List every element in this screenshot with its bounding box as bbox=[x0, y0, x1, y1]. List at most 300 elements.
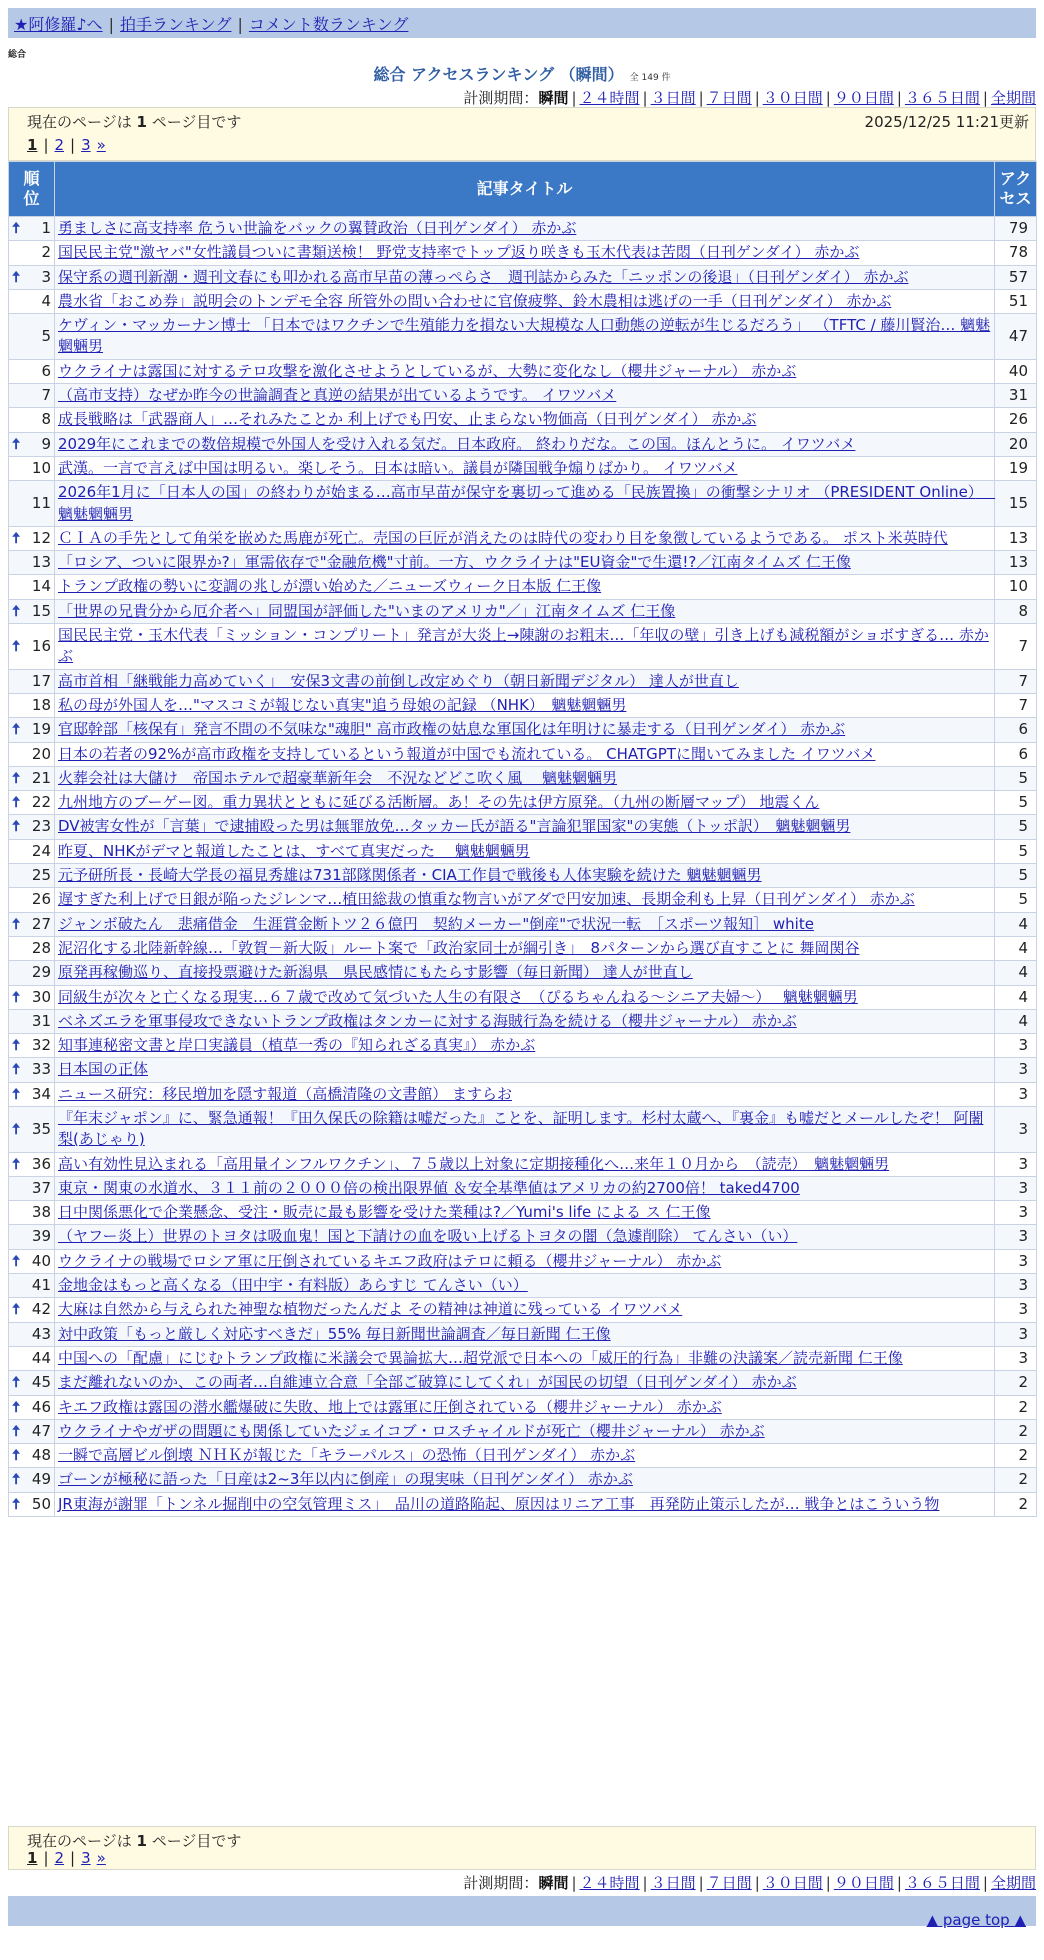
rank-number: 43 bbox=[31, 1324, 51, 1343]
title-cell bbox=[55, 1106, 995, 1152]
title-cell bbox=[55, 456, 995, 480]
up-arrow-icon: 🠅 bbox=[12, 1036, 21, 1055]
table-row bbox=[9, 1152, 1037, 1176]
rank-number: 49 bbox=[31, 1470, 51, 1489]
table-row bbox=[9, 888, 1037, 912]
table-row bbox=[9, 551, 1037, 575]
rank-number: 19 bbox=[31, 720, 51, 739]
article-title-link[interactable]: 「ロシア、ついに限界か?」軍需依存で"金融危機"寸前。一方、ウクライナは"EU資金"で生還!?／江南タイムズ 仁王像 bbox=[58, 553, 851, 572]
article-title-link[interactable]: ウクライナの戦場でロシア軍に圧倒されているキエフ政府はテロに頼る（櫻井ジャーナル） 赤かぶ bbox=[58, 1251, 722, 1270]
pager-page-link[interactable]: 2 bbox=[54, 1849, 65, 1867]
rank-number: 18 bbox=[31, 695, 51, 714]
access-count: 3 bbox=[995, 1034, 1037, 1058]
rank-cell bbox=[9, 815, 55, 839]
rank-cell bbox=[9, 693, 55, 717]
access-count: 57 bbox=[995, 265, 1037, 289]
article-title-link[interactable]: 高市首相「継戦能力高めていく」 安保3文書の前倒し改定めぐり（朝日新聞デジタル） 達人が世直し bbox=[58, 671, 739, 690]
rank-number: 27 bbox=[31, 914, 51, 933]
rank-number: 41 bbox=[31, 1276, 51, 1295]
rank-number: 50 bbox=[31, 1494, 51, 1513]
article-title-link[interactable]: 武漢。一言で言えば中国は明るい。楽しそう。日本は暗い。議員が隣国戦争煽りばかり。 イワツバメ bbox=[58, 458, 738, 477]
access-count: 3 bbox=[995, 1249, 1037, 1273]
rank-cell bbox=[9, 1058, 55, 1082]
rank-number: 2 bbox=[41, 243, 51, 262]
period-separator: | bbox=[754, 89, 760, 107]
title-cell bbox=[55, 575, 995, 599]
article-title-link[interactable]: DV被害女性が「言葉」で逮捕殴った男は無罪放免…タッカー氏が語る"言論犯罪国家"の実態（トッポ訳） 魑魅魍魎男 bbox=[58, 817, 851, 836]
rank-number: 48 bbox=[31, 1446, 51, 1465]
rank-number: 9 bbox=[41, 434, 51, 453]
rank-number: 26 bbox=[31, 890, 51, 909]
ranking-title: 総合 アクセスランキング （瞬間） bbox=[373, 65, 624, 84]
period-option-link[interactable]: ３０日間 bbox=[762, 1874, 823, 1892]
access-count: 3 bbox=[995, 1322, 1037, 1346]
title-cell bbox=[55, 985, 995, 1009]
rank-number: 13 bbox=[31, 553, 51, 572]
rank-cell bbox=[9, 575, 55, 599]
rank-number: 29 bbox=[31, 963, 51, 982]
title-cell bbox=[55, 912, 995, 936]
article-title-link[interactable]: 遅すぎた利上げで日銀が陥ったジレンマ…植田総裁の慎重な物言いがアダで円安加速、長期金利も上昇（日刊ゲンダイ） 赤かぶ bbox=[58, 890, 915, 909]
rank-number: 46 bbox=[31, 1397, 51, 1416]
article-title-link[interactable]: ゴーンが極秘に語った「日産は2~3年以内に倒産」の現実味（日刊ゲンダイ） 赤かぶ bbox=[58, 1470, 633, 1489]
article-title-link[interactable]: 日本国の正体 bbox=[58, 1060, 149, 1079]
access-count: 47 bbox=[995, 314, 1037, 360]
access-count: 2 bbox=[995, 1371, 1037, 1395]
table-row bbox=[9, 481, 1037, 527]
current-page-text: 現在のページは 1 ページ目です bbox=[27, 1832, 242, 1850]
rank-cell bbox=[9, 1322, 55, 1346]
table-row bbox=[9, 815, 1037, 839]
rank-cell bbox=[9, 1009, 55, 1033]
access-count: 79 bbox=[995, 217, 1037, 241]
title-cell bbox=[55, 1371, 995, 1395]
up-arrow-icon: 🠅 bbox=[12, 1251, 21, 1270]
up-arrow-icon: 🠅 bbox=[12, 601, 21, 620]
up-arrow-icon: 🠅 bbox=[12, 768, 21, 787]
rank-number: 21 bbox=[31, 768, 51, 787]
title-cell bbox=[55, 1492, 995, 1516]
article-title-link[interactable]: （ヤフー炎上）世界のトヨタは吸血鬼！国と下請けの血を吸い上げるトヨタの闇（急遽削除） てんさい（い） bbox=[58, 1227, 798, 1246]
rank-number: 35 bbox=[31, 1119, 51, 1138]
title-cell bbox=[55, 815, 995, 839]
table-row bbox=[9, 718, 1037, 742]
article-title-link[interactable]: （高市支持）なぜか昨今の世論調査と真逆の結果が出ているようです。 イワツバメ bbox=[58, 386, 617, 405]
period-separator: | bbox=[825, 1874, 831, 1892]
rank-number: 15 bbox=[31, 601, 51, 620]
access-count: 3 bbox=[995, 1058, 1037, 1082]
period-option-link[interactable]: ７日間 bbox=[706, 89, 752, 107]
access-count: 51 bbox=[995, 289, 1037, 313]
rank-cell bbox=[9, 766, 55, 790]
title-cell bbox=[55, 432, 995, 456]
article-title-link[interactable]: 中国への「配慮」にじむトランプ政権に米議会で異論拡大…超党派で日本への「威圧的行為」非難の決議案／読売新聞 仁王像 bbox=[58, 1348, 903, 1367]
access-count: 3 bbox=[995, 1201, 1037, 1225]
article-title-link[interactable]: 日中関係悪化で企業懸念、受注・販売に最も影響を受けた業種は?／Yumi's life による ス 仁王像 bbox=[58, 1203, 711, 1222]
up-arrow-icon: 🠅 bbox=[12, 914, 21, 933]
title-cell bbox=[55, 961, 995, 985]
rank-cell bbox=[9, 624, 55, 670]
period-option-link[interactable]: ７日間 bbox=[706, 1874, 752, 1892]
access-count: 13 bbox=[995, 526, 1037, 550]
rank-number: 24 bbox=[31, 841, 51, 860]
access-count: 26 bbox=[995, 408, 1037, 432]
current-page-text: 現在のページは 1 ページ目です bbox=[27, 113, 242, 131]
rank-cell bbox=[9, 791, 55, 815]
period-option-link[interactable]: ３６５日間 bbox=[904, 1874, 980, 1892]
rank-number: 10 bbox=[31, 458, 51, 477]
article-title-link[interactable]: 東京・関東の水道水、３１１前の２０００倍の検出限界値 ＆安全基準値はアメリカの約2700倍！ taked4700 bbox=[58, 1178, 800, 1197]
article-title-link[interactable]: 2029年にこれまでの数倍規模で外国人を受け入れる気だ。日本政府。 終わりだな。この国。ほんとうに。 イワツバメ bbox=[58, 434, 856, 453]
access-count: 3 bbox=[995, 1274, 1037, 1298]
comment-ranking-link[interactable]: コメント数ランキング bbox=[248, 15, 409, 34]
access-count: 6 bbox=[995, 742, 1037, 766]
rank-number: 47 bbox=[31, 1421, 51, 1440]
home-link[interactable]: ★阿修羅♪へ bbox=[14, 15, 103, 34]
article-title-link[interactable]: 2026年1月に「日本人の国」の終わりが始まる…高市早苗が保守を裏切って進める「民族置換」の衝撃シナリオ （PRESIDENT Online） 魑魅魍魎男 bbox=[58, 483, 996, 523]
article-title-link[interactable]: 火葬会社は大儲け 帝国ホテルで超豪華新年会 不況などどこ吹く風 魑魅魍魎男 bbox=[58, 768, 618, 787]
table-row bbox=[9, 217, 1037, 241]
pager-next-link[interactable]: » bbox=[96, 136, 106, 154]
title-cell bbox=[55, 481, 995, 527]
table-row bbox=[9, 912, 1037, 936]
title-cell bbox=[55, 408, 995, 432]
title-cell bbox=[55, 1298, 995, 1322]
table-row bbox=[9, 791, 1037, 815]
rank-number: 30 bbox=[31, 987, 51, 1006]
table-row bbox=[9, 1225, 1037, 1249]
title-cell bbox=[55, 1274, 995, 1298]
access-count: 7 bbox=[995, 669, 1037, 693]
period-selector-top bbox=[463, 87, 1036, 108]
period-label: 計測期間： bbox=[463, 1874, 539, 1892]
period-option-link[interactable]: ３日間 bbox=[650, 89, 696, 107]
rank-number: 33 bbox=[31, 1060, 51, 1079]
article-title-link[interactable]: 九州地方のブーゲー図。重力異状とともに延びる活断層。あ！その先は伊方原発。（九州の断層マップ） 地震くん bbox=[58, 793, 820, 812]
article-title-link[interactable]: 大麻は自然から与えられた神聖な植物だったんだよ その精神は神道に残っている イワツバメ bbox=[58, 1300, 683, 1319]
rank-cell bbox=[9, 718, 55, 742]
table-row bbox=[9, 1201, 1037, 1225]
article-title-link[interactable]: 「世界の兄貴分から厄介者へ」同盟国が評価した"いまのアメリカ"／」江南タイムズ 仁王像 bbox=[58, 601, 676, 620]
title-cell bbox=[55, 888, 995, 912]
title-cell bbox=[55, 289, 995, 313]
period-option-link[interactable]: 全期間 bbox=[990, 1874, 1036, 1892]
table-row bbox=[9, 766, 1037, 790]
pager-page-link[interactable]: 3 bbox=[81, 136, 91, 154]
period-option-link[interactable]: ２４時間 bbox=[579, 1874, 640, 1892]
rank-number: 1 bbox=[41, 219, 51, 237]
table-row bbox=[9, 526, 1037, 550]
rank-cell bbox=[9, 742, 55, 766]
rank-number: 5 bbox=[41, 326, 51, 345]
title-cell bbox=[55, 1082, 995, 1106]
rank-cell bbox=[9, 289, 55, 313]
rank-cell bbox=[9, 669, 55, 693]
title-cell bbox=[55, 241, 995, 265]
title-cell bbox=[55, 384, 995, 408]
up-arrow-icon: 🠅 bbox=[12, 793, 21, 812]
rank-cell bbox=[9, 384, 55, 408]
title-cell bbox=[55, 693, 995, 717]
table-row bbox=[9, 1322, 1037, 1346]
up-arrow-icon: 🠅 bbox=[12, 1494, 21, 1513]
article-title-link[interactable]: 泥沼化する北陸新幹線…「敦賀－新大阪」ルート案で「政治家同士が綱引き」 8パターンから選び直すことに 舞岡関谷 bbox=[58, 938, 860, 957]
up-arrow-icon: 🠅 bbox=[12, 987, 21, 1006]
table-row bbox=[9, 289, 1037, 313]
rank-cell bbox=[9, 936, 55, 960]
pager-next-link[interactable]: » bbox=[96, 1849, 106, 1867]
period-label: 計測期間： bbox=[463, 89, 539, 107]
table-row bbox=[9, 1274, 1037, 1298]
pager-top bbox=[27, 136, 106, 154]
period-option-link[interactable]: ２４時間 bbox=[579, 89, 640, 107]
article-title-link[interactable]: 保守系の週刊新潮・週刊文春にも叩かれる高市早苗の薄っぺらさ 週刊誌からみた「ニッポンの後退」（日刊ゲンダイ） 赤かぶ bbox=[58, 267, 909, 286]
table-row bbox=[9, 1298, 1037, 1322]
table-row bbox=[9, 359, 1037, 383]
access-header: アクセス bbox=[995, 162, 1037, 217]
access-count: 20 bbox=[995, 432, 1037, 456]
title-cell bbox=[55, 742, 995, 766]
table-row bbox=[9, 839, 1037, 863]
page-info-bottom bbox=[8, 1826, 1036, 1870]
access-count: 3 bbox=[995, 1176, 1037, 1200]
period-option-link[interactable]: 全期間 bbox=[990, 89, 1036, 107]
rank-number: 7 bbox=[41, 386, 51, 405]
pager-current: 1 bbox=[27, 1849, 38, 1867]
table-row bbox=[9, 265, 1037, 289]
title-cell bbox=[55, 1201, 995, 1225]
period-selector-bottom bbox=[463, 1872, 1036, 1893]
period-option-link[interactable]: ３６５日間 bbox=[904, 89, 980, 107]
period-separator: | bbox=[754, 1874, 760, 1892]
article-title-link[interactable]: 官邸幹部「核保有」発言不問の不気味な"魂胆" 高市政権の姑息な軍国化は年明けに暴走する（日刊ゲンダイ） 赤かぶ bbox=[58, 720, 846, 739]
pager-current: 1 bbox=[27, 136, 38, 154]
up-arrow-icon: 🠅 bbox=[12, 1397, 21, 1416]
table-row bbox=[9, 432, 1037, 456]
article-title-link[interactable]: 日本の若者の92%が高市政権を支持しているという報道が中国でも流れている。 CHATGPTに聞いてみました イワツバメ bbox=[58, 744, 876, 763]
access-count: 5 bbox=[995, 888, 1037, 912]
table-row bbox=[9, 1176, 1037, 1200]
title-cell bbox=[55, 1419, 995, 1443]
access-count: 5 bbox=[995, 839, 1037, 863]
table-row bbox=[9, 241, 1037, 265]
rank-number: 22 bbox=[31, 793, 51, 812]
access-count: 7 bbox=[995, 693, 1037, 717]
rank-cell bbox=[9, 1274, 55, 1298]
table-row bbox=[9, 1395, 1037, 1419]
period-option-link[interactable]: ９０日間 bbox=[833, 1874, 894, 1892]
rank-number: 28 bbox=[31, 938, 51, 957]
period-separator: | bbox=[896, 1874, 902, 1892]
table-row bbox=[9, 1058, 1037, 1082]
access-count: 3 bbox=[995, 1225, 1037, 1249]
page-top-link[interactable]: ▲ page top ▲ bbox=[926, 1911, 1026, 1929]
access-count: 5 bbox=[995, 815, 1037, 839]
title-cell bbox=[55, 551, 995, 575]
pager-separator: | bbox=[43, 1849, 49, 1867]
rank-cell bbox=[9, 481, 55, 527]
title-cell bbox=[55, 791, 995, 815]
title-cell bbox=[55, 1034, 995, 1058]
access-count: 5 bbox=[995, 864, 1037, 888]
article-title-link[interactable]: 『年末ジャポン』に、緊急通報！『田久保氏の除籍は嘘だった』ことを、証明します。杉村太蔵へ、『裏金』も嘘だとメールしたぞ！ 阿闍梨(あじゃり) bbox=[58, 1108, 984, 1149]
article-title-link[interactable]: まだ離れないのか、この両者…自維連立合意「全部ご破算にしてくれ」が国民の切望（日刊ゲンダイ） 赤かぶ bbox=[58, 1373, 797, 1392]
top-nav-bar bbox=[8, 8, 1036, 38]
rank-number: 11 bbox=[31, 493, 51, 512]
access-count: 3 bbox=[995, 1152, 1037, 1176]
up-arrow-icon: 🠅 bbox=[12, 1470, 21, 1489]
rank-number: 8 bbox=[41, 410, 51, 429]
rank-cell bbox=[9, 217, 55, 241]
article-title-link[interactable]: ジャンボ破たん 悲痛借金 生涯賞金断トツ２６億円 契約メーカー"倒産"で状況一転 ［スポーツ報知］ white bbox=[58, 914, 814, 933]
access-count: 8 bbox=[995, 599, 1037, 623]
ranking-table bbox=[8, 161, 1037, 1517]
article-title-link[interactable]: 知事連秘密文書と岸口実議員（植草一秀の『知られざる真実』） 赤かぶ bbox=[58, 1036, 536, 1055]
article-title-link[interactable]: JR東海が謝罪「トンネル掘削中の空気管理ミス」 品川の道路陥起、原因はリニア工事 再発防止策示したが… 戦争とはこういう物 bbox=[58, 1494, 940, 1513]
period-separator: | bbox=[698, 89, 704, 107]
rank-cell bbox=[9, 526, 55, 550]
title-cell bbox=[55, 936, 995, 960]
article-title-link[interactable]: 金地金はもっと高くなる（田中宇・有料版）あらすじ てんさい（い） bbox=[58, 1276, 528, 1295]
access-count: 6 bbox=[995, 718, 1037, 742]
rank-number: 6 bbox=[41, 361, 51, 380]
article-title-link[interactable]: 同級生が次々と亡くなる現実…６７歳で改めて気づいた人生の有限さ （ぴるちゃんねる～シニア夫婦～） 魑魅魍魎男 bbox=[58, 987, 858, 1006]
article-title-link[interactable]: 原発再稼働巡り、直接投票避けた新潟県 県民感情にもたらす影響（毎日新聞） 達人が世直し bbox=[58, 963, 693, 982]
article-title-link[interactable]: トランプ政権の勢いに変調の兆しが漂い始めた／ニューズウィーク日本版 仁王像 bbox=[58, 577, 602, 596]
access-count: 5 bbox=[995, 766, 1037, 790]
updated-timestamp: 2025/12/25 11:21更新 bbox=[864, 113, 1029, 131]
access-count: 3 bbox=[995, 1298, 1037, 1322]
table-row bbox=[9, 864, 1037, 888]
nav-separator: | bbox=[237, 15, 243, 34]
article-title-link[interactable]: ケヴィン・マッカーナン博士 「日本ではワクチンで生殖能力を損ない大規模な人口動態の逆転が生じるだろう」 （TFTC / 藤川賢治… 魑魅魍魎男 bbox=[58, 316, 991, 356]
rank-cell bbox=[9, 314, 55, 360]
article-title-link[interactable]: 国民民主党・玉木代表「ミッション・コンプリート」発言が大炎上→陳謝のお粗末…「年収の壁」引き上げも減税額がショボすぎる… 赤かぶ bbox=[58, 626, 989, 666]
title-cell bbox=[55, 1468, 995, 1492]
article-title-link[interactable]: キエフ政権は露国の潜水艦爆破に失敗、地上では露軍に圧倒されている（櫻井ジャーナル） 赤かぶ bbox=[58, 1397, 722, 1416]
article-title-link[interactable]: ウクライナやガザの問題にも関係していたジェイコブ・ロスチャイルドが死亡（櫻井ジャーナル） 赤かぶ bbox=[58, 1421, 765, 1440]
period-option-link[interactable]: ９０日間 bbox=[833, 89, 894, 107]
up-arrow-icon: 🠅 bbox=[12, 1421, 21, 1440]
title-cell bbox=[55, 1152, 995, 1176]
table-row bbox=[9, 384, 1037, 408]
period-separator: | bbox=[642, 89, 648, 107]
rank-cell bbox=[9, 961, 55, 985]
table-row bbox=[9, 1106, 1037, 1152]
rank-cell bbox=[9, 864, 55, 888]
article-title-link[interactable]: ニュース研究：移民増加を隠す報道（高橋清隆の文書館） ますらお bbox=[58, 1084, 513, 1103]
rank-number: 25 bbox=[31, 866, 51, 885]
title-cell bbox=[55, 1322, 995, 1346]
article-title-link[interactable]: 私の母が外国人を…"マスコミが報じない真実"追う母娘の記録 （NHK） 魑魅魍魎男 bbox=[58, 695, 627, 714]
title-cell bbox=[55, 624, 995, 670]
period-separator: | bbox=[896, 89, 902, 107]
rank-number: 34 bbox=[31, 1084, 51, 1103]
access-count: 4 bbox=[995, 1009, 1037, 1033]
up-arrow-icon: 🠅 bbox=[12, 1084, 21, 1103]
rank-number: 38 bbox=[31, 1203, 51, 1222]
rank-number: 31 bbox=[31, 1011, 51, 1030]
title-cell bbox=[55, 359, 995, 383]
article-title-link[interactable]: ＣＩＡの手先として角栄を嵌めた馬鹿が死亡。売国の巨匠が消えたのは時代の変わり目を象徴しているようである。 ポスト米英時代 bbox=[58, 528, 948, 547]
rank-cell bbox=[9, 1082, 55, 1106]
up-arrow-icon: 🠅 bbox=[12, 1300, 21, 1319]
rank-cell bbox=[9, 888, 55, 912]
access-count: 40 bbox=[995, 359, 1037, 383]
up-arrow-icon: 🠅 bbox=[12, 636, 21, 655]
article-title-link[interactable]: ウクライナは露国に対するテロ攻撃を激化させようとしているが、大勢に変化なし（櫻井ジャーナル） 赤かぶ bbox=[58, 361, 797, 380]
rank-number: 4 bbox=[41, 291, 51, 310]
period-separator: | bbox=[571, 1874, 577, 1892]
article-title-link[interactable]: 国民民主党"激ヤバ"女性議員ついに書類送検！ 野党支持率でトップ返り咲きも玉木代表は苦悶（日刊ゲンダイ） 赤かぶ bbox=[58, 243, 860, 262]
article-title-link[interactable]: 勇ましさに高支持率 危うい世論をバックの翼賛政治（日刊ゲンダイ） 赤かぶ bbox=[58, 219, 577, 237]
rank-cell bbox=[9, 1034, 55, 1058]
clap-ranking-link[interactable]: 拍手ランキング bbox=[119, 15, 232, 34]
access-count: 4 bbox=[995, 985, 1037, 1009]
article-title-link[interactable]: 昨夏、NHKがデマと報道したことは、すべて真実だった 魑魅魍魎男 bbox=[58, 841, 530, 860]
rank-cell bbox=[9, 1468, 55, 1492]
period-option-link[interactable]: ３０日間 bbox=[762, 89, 823, 107]
rank-number: 37 bbox=[31, 1178, 51, 1197]
pager-page-link[interactable]: 3 bbox=[81, 1849, 91, 1867]
table-row bbox=[9, 314, 1037, 360]
rank-number: 44 bbox=[31, 1348, 51, 1367]
access-count: 4 bbox=[995, 912, 1037, 936]
access-count: 4 bbox=[995, 936, 1037, 960]
rank-cell bbox=[9, 1201, 55, 1225]
table-row bbox=[9, 961, 1037, 985]
title-cell bbox=[55, 1444, 995, 1468]
article-title-link[interactable]: 高い有効性見込まれる「高用量インフルワクチン」、７５歳以上対象に定期接種化へ…来年１０月から （読売） 魑魅魍魎男 bbox=[58, 1154, 890, 1173]
access-count: 10 bbox=[995, 575, 1037, 599]
table-row bbox=[9, 1468, 1037, 1492]
pager-bottom bbox=[27, 1849, 106, 1867]
title-cell bbox=[55, 718, 995, 742]
access-count: 3 bbox=[995, 1082, 1037, 1106]
title-cell bbox=[55, 314, 995, 360]
period-separator: | bbox=[982, 1874, 988, 1892]
article-title-link[interactable]: 一瞬で高層ビル倒壊 ＮＨＫが報じた「キラーパルス」の恐怖（日刊ゲンダイ） 赤かぶ bbox=[58, 1446, 636, 1465]
access-count: 2 bbox=[995, 1492, 1037, 1516]
rank-cell bbox=[9, 1152, 55, 1176]
article-title-link[interactable]: 対中政策「もっと厳しく対応すべきだ」55% 毎日新聞世論調査／毎日新聞 仁王像 bbox=[58, 1324, 611, 1343]
access-count: 7 bbox=[995, 624, 1037, 670]
pager-page-link[interactable]: 2 bbox=[54, 136, 65, 154]
article-title-link[interactable]: 農水省「おこめ券」説明会のトンデモ全容 所管外の問い合わせに官僚疲弊、鈴木農相は逃げの一手（日刊ゲンダイ） 赤かぶ bbox=[58, 291, 892, 310]
article-title-link[interactable]: 元予研所長・長崎大学長の福見秀雄は731部隊関係者・CIA工作員で戦後も人体実験を続けた 魑魅魍魎男 bbox=[58, 866, 762, 885]
rank-cell bbox=[9, 839, 55, 863]
title-cell bbox=[55, 265, 995, 289]
table-header-row bbox=[9, 162, 1037, 217]
period-option-link[interactable]: ３日間 bbox=[650, 1874, 696, 1892]
rank-cell bbox=[9, 432, 55, 456]
access-count: 3 bbox=[995, 1106, 1037, 1152]
table-row bbox=[9, 669, 1037, 693]
article-title-link[interactable]: ベネズエラを軍事侵攻できないトランプ政権はタンカーに対する海賊行為を続ける（櫻井ジャーナル） 赤かぶ bbox=[58, 1011, 797, 1030]
rank-cell bbox=[9, 1298, 55, 1322]
access-count: 2 bbox=[995, 1444, 1037, 1468]
rank-number: 16 bbox=[31, 636, 51, 655]
total-count: 全 149 件 bbox=[629, 73, 671, 83]
period-separator: | bbox=[825, 89, 831, 107]
rank-cell bbox=[9, 359, 55, 383]
table-row bbox=[9, 1492, 1037, 1516]
article-title-link[interactable]: 成長戦略は「武器商人」…それみたことか 利上げでも円安、止まらない物価高（日刊ゲンダイ） 赤かぶ bbox=[58, 410, 757, 429]
title-header: 記事タイトル bbox=[55, 162, 995, 217]
table-row bbox=[9, 1444, 1037, 1468]
title-cell bbox=[55, 766, 995, 790]
period-separator: | bbox=[642, 1874, 648, 1892]
